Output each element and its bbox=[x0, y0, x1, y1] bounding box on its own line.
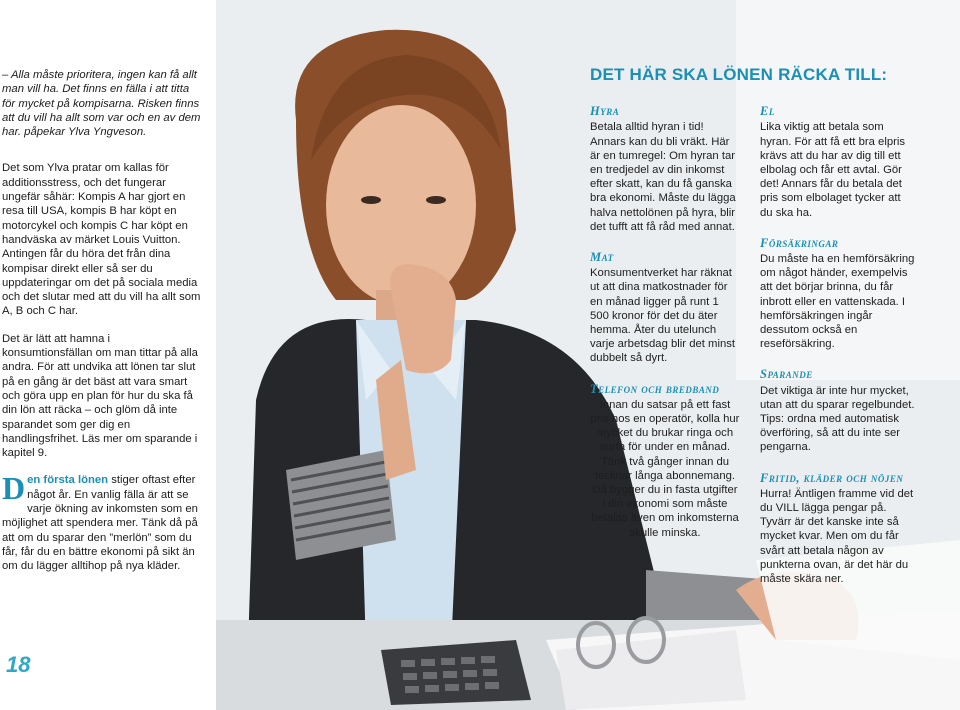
intro-quote: – Alla måste prioritera, ingen kan få allt man vill ha. Det finns en fälla i att titta för mycket på kompisarna. Risken finns att du vill ha allt som var och en av dem har. påpekar Ylva Yngveson. bbox=[2, 69, 201, 139]
section-text: Betala alltid hyran i tid! Annars kan du bli vräkt. Här är en tumregel: Om hyran tar en tredjedel av din inkomst efter skatt, kan du få ganska bra ekonomi. Måste du lägga halva nettolönen på hyra, blir det tufft att få råd med annat. bbox=[590, 121, 736, 233]
section-text: Konsumentverket har räknat ut att dina matkostnader för en månad ligger på runt 1 500 kronor för det du äter hemma. Åter du utelunch varje arbetsdag blir det minst dubbelt så dyrt. bbox=[590, 267, 736, 365]
drop-cap: D bbox=[2, 470, 26, 507]
panel-heading: DET HÄR SKA LÖNEN RÄCKA TILL: bbox=[590, 65, 888, 84]
page-number: 18 bbox=[6, 652, 31, 677]
body-paragraph-2: Det är lätt att hamna i konsumtionsfällan om man tittar på alla andra. För att undvika att lönen tar slut på en gång är det bäst att vara smart och göra upp en plan för hur du ska få din lön att räcka – och glöm då inte sparandet som ger dig en handlingsfrihet. Läs mer om sparande i kapitel 9. bbox=[2, 332, 198, 460]
section-text: Det viktiga är inte hur mycket, utan att du sparar regelbundet. Tips: ordna med automatisk överföring, så att du inte ser pengarna. bbox=[760, 384, 915, 454]
panel-left-column bbox=[590, 104, 740, 602]
section-forsakringar bbox=[760, 236, 916, 352]
section-title: Försäkringar bbox=[760, 235, 839, 250]
section-sparande bbox=[760, 367, 916, 454]
panel-columns bbox=[590, 104, 952, 602]
section-mat bbox=[590, 250, 740, 366]
section-title: El bbox=[760, 104, 775, 119]
highlight-phrase: en första lönen bbox=[27, 474, 109, 487]
section-telefon bbox=[590, 382, 740, 540]
body-paragraph-3 bbox=[2, 470, 202, 573]
section-el bbox=[760, 104, 916, 220]
section-title: Fritid, kläder och nöjen bbox=[760, 470, 904, 485]
section-fritid bbox=[760, 471, 916, 587]
body-paragraph-1: Det som Ylva pratar om kallas för additionsstress, och det fungerar ungefär såhär: Kompis A har gjort en resa till USA, kompis B har köpt en motorcykel och kompis C har köpt en handväska av märket Louis Vuitton. Antingen får du höra det från dina kompisar direkt eller så ser du uppdateringar om det på sociala media och det slutar med att du vill ha allt som A, B och C har. bbox=[2, 162, 201, 318]
section-text: Hurra! Äntligen framme vid det du VILL lägga pengar på. Tyvärr är det kanske inte så mycket kvar. Men om du får svårt att betala någon av punkterna ovan, är det här du måste skära ner. bbox=[760, 487, 914, 586]
left-text-column bbox=[0, 0, 216, 710]
section-text: Innan du satsar på ett fast pris hos en operatör, kolla hur mycket du brukar ringa och surfa för under en månad. Tänk två gånger innan du tecknar långa abonnemang. Då bygger du in fasta utgifter i din ekonomi som måste betalas även om inkomsterna skulle minska. bbox=[590, 398, 740, 539]
paragraph-3-text: stiger oftast efter något år. En vanlig fälla är att se varje ökning av inkomsten som en möjlighet att spendera mer. Tänk då på att om du sparar den ”merlön” som du får, får du en bättre ekonomi på sikt än om du lägger alltihop på nya kläder. bbox=[2, 474, 198, 573]
panel-right-column bbox=[760, 104, 916, 602]
section-title: Telefon och bredband bbox=[590, 381, 720, 396]
section-text: Du måste ha en hemförsäkring om något händer, exempelvis att det börjar brinna, du får inbrott eller en vattenskada. I hemförsäkringen ingår dessutom också en reseförsäkring. bbox=[760, 253, 915, 351]
section-title: Mat bbox=[590, 250, 614, 265]
section-title: Hyra bbox=[590, 104, 620, 119]
budget-panel bbox=[590, 65, 952, 602]
section-text: Lika viktig att betala som hyran. För att få ett bra elpris krävs att du har av dig till ett elbolag och får ett avtal. Gör det! Annars får du betala det pris som elbolaget tycker att du ska ha. bbox=[760, 121, 906, 219]
section-title: Sparande bbox=[760, 367, 813, 382]
section-hyra bbox=[590, 104, 740, 234]
